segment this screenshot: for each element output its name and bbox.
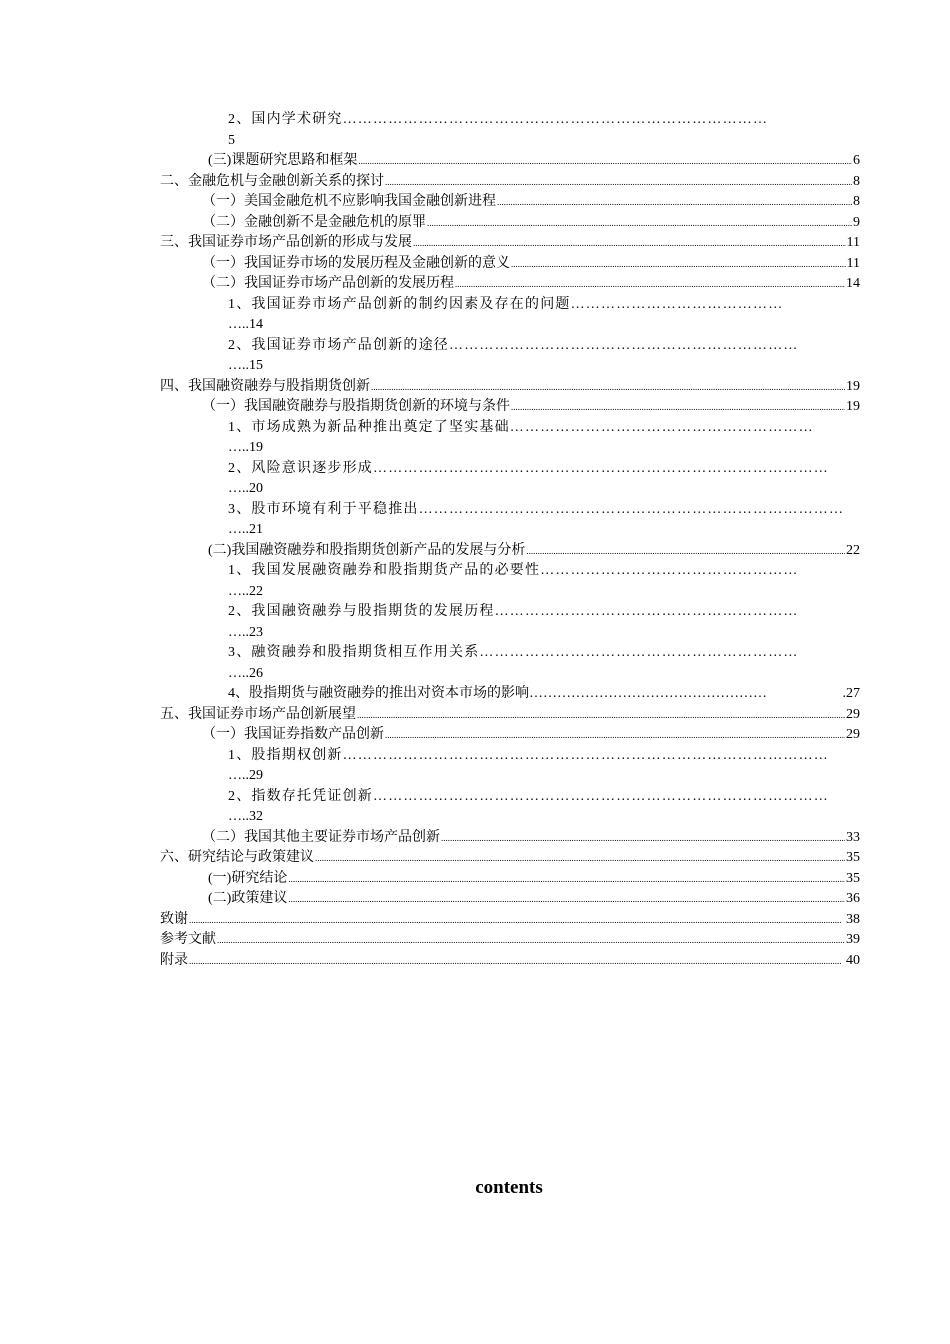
toc-entry-continuation — [160, 438, 860, 459]
toc-page-number: 29 — [846, 706, 860, 722]
toc-entry-title: （二）我国其他主要证券市场产品创新 — [202, 829, 440, 845]
toc-leader-dots — [385, 725, 845, 746]
toc-entry-title: （一）我国融资融券与股指期货创新的环境与条件 — [202, 399, 510, 414]
toc-entry[interactable] — [160, 684, 860, 705]
toc-entry-continuation — [160, 807, 860, 828]
toc-leader-dots: …………………………………………… — [529, 686, 767, 701]
toc-entry[interactable] — [160, 930, 860, 951]
toc-entry[interactable] — [160, 110, 860, 131]
toc-page-number: …..29 — [228, 768, 263, 783]
toc-entry[interactable] — [160, 274, 860, 295]
toc-entry-title: （一）我国证券指数产品创新 — [202, 727, 384, 742]
toc-entry-title: (二)我国融资融券和股指期货创新产品的发展与分析 — [208, 542, 526, 558]
toc-entry-title: 2、风险意识逐步形成……………………………………………………………………………… — [228, 460, 829, 476]
toc-page-number: 9 — [853, 214, 860, 230]
toc-page-number: 35 — [846, 850, 860, 865]
toc-entry[interactable] — [160, 561, 860, 582]
toc-entry-title: 二、金融危机与金融创新关系的探讨 — [160, 173, 384, 189]
toc-page-number: 36 — [846, 891, 860, 906]
toc-entry-title: 1、我国发展融资融券和股指期货产品的必要性…………………………………………… — [228, 563, 799, 578]
toc-entry[interactable] — [160, 828, 860, 849]
toc-entry-title: 3、融资融券和股指期货相互作用关系……………………………………………………… — [228, 645, 799, 660]
toc-entry-title: 2、我国证券市场产品创新的途径…………………………………………………………… — [228, 337, 799, 353]
toc-leader-dots — [455, 274, 845, 295]
toc-entry-continuation — [160, 623, 860, 644]
toc-page-number: 8 — [853, 194, 860, 209]
toc-entry-title: （二）我国证券市场产品创新的发展历程 — [202, 276, 454, 291]
toc-page-number: 33 — [846, 829, 860, 845]
toc-page-number: 11 — [846, 235, 860, 250]
toc-entry-title: 三、我国证券市场产品创新的形成与发展 — [160, 235, 412, 250]
toc-entry-title: 4、股指期货与融资融券的推出对资本市场的影响 — [228, 686, 529, 701]
toc-entry[interactable] — [160, 397, 860, 418]
toc-entry[interactable] — [160, 233, 860, 254]
toc-entry-title: 附录 — [160, 952, 188, 968]
toc-entry[interactable] — [160, 500, 860, 521]
toc-page-number: 5 — [228, 132, 235, 148]
toc-page-number: …..22 — [228, 583, 263, 599]
toc-entry-continuation — [160, 315, 860, 336]
toc-entry-title: (三)课题研究思路和框架 — [208, 153, 358, 168]
toc-entry[interactable] — [160, 336, 860, 357]
toc-entry[interactable] — [160, 746, 860, 767]
toc-page-number: …..21 — [228, 522, 263, 537]
toc-entry[interactable] — [160, 869, 860, 890]
toc-entry[interactable] — [160, 951, 860, 972]
toc-leader-dots — [441, 828, 845, 849]
toc-entry-continuation — [160, 664, 860, 685]
toc-leader-dots — [511, 397, 845, 418]
toc-page-number: 8 — [853, 173, 860, 189]
toc-entry-continuation — [160, 766, 860, 787]
toc-entry-title: 五、我国证券市场产品创新展望 — [160, 706, 356, 722]
toc-entry[interactable] — [160, 602, 860, 623]
toc-leader-dots — [497, 192, 852, 213]
toc-entry[interactable] — [160, 172, 860, 193]
toc-page-number: …..23 — [228, 624, 263, 640]
toc-leader-dots — [427, 213, 852, 234]
toc-page-number: 35 — [846, 870, 860, 886]
toc-page-number: 11 — [846, 255, 860, 271]
toc-leader-dots — [189, 951, 845, 972]
toc-entry[interactable] — [160, 725, 860, 746]
toc-entry-title: 1、市场成熟为新品种推出奠定了坚实基础…………………………………………………… — [228, 419, 814, 435]
toc-entry-continuation — [160, 356, 860, 377]
toc-entry-title: 1、我国证券市场产品创新的制约因素及存在的问题…………………………………… — [228, 296, 784, 312]
toc-entry[interactable] — [160, 459, 860, 480]
toc-entry-continuation — [160, 520, 860, 541]
toc-entry[interactable] — [160, 418, 860, 439]
toc-entry[interactable] — [160, 151, 860, 172]
toc-entry-continuation — [160, 131, 860, 152]
toc-leader-dots — [511, 254, 846, 275]
toc-leader-dots — [357, 705, 845, 726]
toc-leader-dots — [358, 151, 852, 172]
toc-page-number: …..14 — [228, 317, 263, 332]
toc-entry-title: 参考文献 — [160, 932, 216, 947]
toc-page-number: .27 — [842, 686, 860, 701]
toc-page-number: …..20 — [228, 481, 263, 496]
toc-page-number: 22 — [846, 542, 860, 558]
toc-leader-dots — [385, 172, 852, 193]
toc-page-number: 29 — [846, 727, 860, 742]
toc-leader-dots — [288, 889, 845, 910]
toc-page-number: 14 — [846, 276, 860, 291]
toc-page-number: 40 — [846, 952, 860, 968]
toc-entry-title: （一）美国金融危机不应影响我国金融创新进程 — [202, 194, 496, 209]
toc-page-number: …..32 — [228, 809, 263, 824]
toc-entry[interactable] — [160, 192, 860, 213]
toc-page-number: 39 — [846, 932, 860, 947]
toc-entry-title: 2、国内学术研究………………………………………………………………………… — [228, 112, 769, 127]
toc-entry-title: 致谢 — [160, 911, 188, 927]
toc-page-number: 19 — [846, 399, 860, 414]
toc-entry-title: 2、我国融资融券与股指期货的发展历程…………………………………………………… — [228, 604, 799, 619]
toc-page-number: 19 — [846, 378, 860, 394]
toc-entry-title: 1、股指期权创新…………………………………………………………………………………… — [228, 747, 829, 763]
toc-entry-title: (二)政策建议 — [208, 891, 288, 906]
toc-entry[interactable] — [160, 787, 860, 808]
toc-entry[interactable] — [160, 889, 860, 910]
toc-page-number: 38 — [846, 911, 860, 927]
toc-entry[interactable] — [160, 213, 860, 234]
toc-entry-title: (一)研究结论 — [208, 870, 288, 886]
toc-entry[interactable] — [160, 295, 860, 316]
toc-leader-dots — [371, 377, 845, 398]
toc-entry[interactable] — [160, 848, 860, 869]
toc-entry[interactable] — [160, 910, 860, 931]
toc-page-number: …..26 — [228, 665, 263, 681]
toc-leader-dots — [413, 233, 846, 254]
contents-heading: contents — [475, 1177, 543, 1198]
toc-page-number: 6 — [853, 153, 860, 168]
toc-entry-title: 六、研究结论与政策建议 — [160, 850, 314, 865]
toc-entry-title: 四、我国融资融券与股指期货创新 — [160, 378, 370, 394]
toc-entry[interactable] — [160, 377, 860, 398]
toc-entry-title: 3、股市环境有利于平稳推出………………………………………………………………………… — [228, 501, 845, 517]
toc-entry[interactable] — [160, 254, 860, 275]
toc-leader-dots — [526, 541, 845, 562]
toc-entry-continuation — [160, 479, 860, 500]
toc-leader-dots — [288, 869, 845, 890]
toc-entry[interactable] — [160, 643, 860, 664]
toc-page-number: …..15 — [228, 358, 263, 373]
toc-page-number: …..19 — [228, 440, 263, 455]
table-of-contents — [160, 110, 860, 971]
toc-leader-dots — [189, 910, 845, 931]
toc-entry[interactable] — [160, 705, 860, 726]
toc-entry-title: （一）我国证券市场的发展历程及金融创新的意义 — [202, 255, 510, 271]
toc-entry-title: （二）金融创新不是金融危机的原罪 — [202, 214, 426, 230]
toc-entry[interactable] — [160, 541, 860, 562]
toc-entry-continuation — [160, 582, 860, 603]
toc-leader-dots — [217, 930, 845, 951]
toc-entry-title: 2、指数存托凭证创新……………………………………………………………………………… — [228, 788, 829, 804]
toc-leader-dots — [315, 848, 845, 869]
